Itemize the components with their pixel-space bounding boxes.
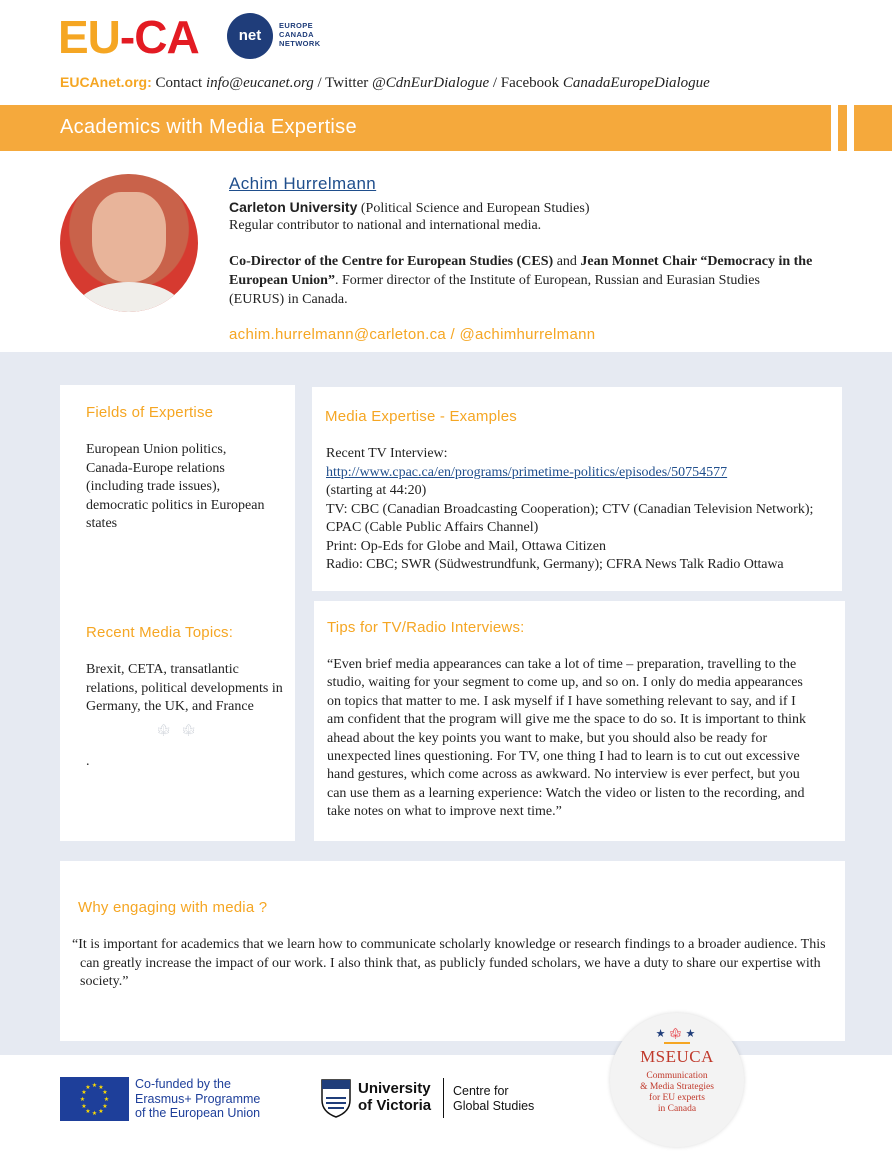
page-title: Academics with Media Expertise bbox=[60, 116, 357, 138]
eucanet-logo bbox=[58, 12, 199, 62]
recent-topics-trailing: . bbox=[86, 754, 90, 769]
media-examples-list bbox=[326, 445, 841, 575]
mseuca-badge bbox=[610, 1013, 744, 1147]
contact-line bbox=[60, 74, 710, 92]
fields-text: European Union politics, Canada-Europe relations (including trade issues), democratic politics in European states bbox=[86, 442, 265, 531]
recent-topics-text: Brexit, CETA, transatlantic relations, political developments in Germany, the UK, and France bbox=[86, 662, 283, 714]
svg-text:★: ★ bbox=[81, 1089, 87, 1096]
cgs-line: Global Studies bbox=[453, 1098, 535, 1113]
mseuca-title: MSEUCA bbox=[640, 1047, 714, 1066]
facebook-label: / Facebook bbox=[492, 75, 560, 91]
mseuca-stars-icon: ★🍁︎★ bbox=[655, 1028, 699, 1040]
logo-ca: CA bbox=[134, 11, 199, 63]
logo-dash: - bbox=[119, 11, 135, 63]
brand-link[interactable]: EUCAnet.org: bbox=[60, 74, 152, 90]
avatar-shirt bbox=[74, 282, 184, 312]
tv-interview-link[interactable]: http://www.cpac.ca/en/programs/primetime-politics/episodes/50754577 bbox=[326, 464, 728, 480]
mseuca-line: in Canada bbox=[657, 1104, 697, 1114]
mseuca-line: for EU experts bbox=[649, 1093, 705, 1103]
uvic-divider bbox=[443, 1078, 444, 1118]
avatar-face bbox=[92, 192, 166, 282]
profile-name-link[interactable]: Achim Hurrelmann bbox=[229, 174, 377, 193]
media-example-line: Print: Op-Eds for Globe and Mail, Ottawa Citizen bbox=[326, 538, 606, 554]
bio-rest: . Former director of the Institute of European, Russian and Eurasian Studies (EURUS) in Canada. bbox=[229, 273, 760, 307]
eu-line: of the European Union bbox=[135, 1106, 261, 1120]
university-name: Carleton University bbox=[229, 199, 358, 215]
mseuca-line: Communication bbox=[646, 1071, 708, 1081]
svg-text:★: ★ bbox=[79, 1096, 86, 1103]
eu-line: Erasmus+ Programme bbox=[135, 1091, 261, 1106]
svg-text:★: ★ bbox=[85, 1084, 91, 1091]
banner-stripe bbox=[847, 105, 854, 151]
contact-label: Contact bbox=[155, 75, 203, 91]
uvic-line: University bbox=[358, 1080, 431, 1097]
media-example-line: Recent TV Interview: bbox=[326, 446, 448, 461]
svg-text:★: ★ bbox=[81, 1103, 87, 1110]
contributor-note: Regular contributor to national and international media. bbox=[229, 218, 542, 233]
media-examples-heading: Media Expertise - Examples bbox=[325, 408, 517, 425]
uvic-line: of Victoria bbox=[358, 1097, 432, 1114]
network-line: EUROPE bbox=[279, 21, 314, 30]
maple-leaf-icon: 🍁︎ bbox=[156, 723, 172, 737]
svg-text:★: ★ bbox=[85, 1108, 91, 1115]
why-heading: Why engaging with media ? bbox=[78, 899, 268, 916]
banner-stripe bbox=[831, 105, 838, 151]
twitter-link[interactable]: @CdnEurDialogue bbox=[372, 75, 490, 91]
twitter-label: / Twitter bbox=[317, 75, 369, 91]
cgs-line: Centre for bbox=[453, 1084, 509, 1098]
network-line: NETWORK bbox=[279, 39, 321, 48]
svg-text:★: ★ bbox=[103, 1096, 110, 1103]
svg-text:★: ★ bbox=[102, 1103, 108, 1110]
media-example-line: Radio: CBC; SWR (Südwestrundfunk, Germany); CFRA News Talk Radio Ottawa bbox=[326, 557, 784, 572]
bio-role-ces: Co-Director of the Centre for European Studies (CES) bbox=[229, 254, 554, 269]
logo-net-circle: net bbox=[227, 13, 273, 59]
uvic-name bbox=[358, 1080, 431, 1114]
media-example-line: (starting at 44:20) bbox=[326, 483, 427, 498]
bio-role-jean-monnet: Jean Monnet Chair “Democracy in the European Union” bbox=[229, 254, 813, 288]
bio-and: and bbox=[556, 254, 577, 269]
media-example-line: TV: CBC (Canadian Broadcasting Cooperation); CTV (Canadian Television Network); CPAC (Cable Public Affairs Channel) bbox=[326, 501, 814, 535]
profile-contact-links[interactable]: achim.hurrelmann@carleton.ca / @achimhurrelmann bbox=[229, 326, 596, 343]
uvic-crest-icon bbox=[320, 1078, 352, 1118]
mseuca-subtitle bbox=[610, 1071, 744, 1115]
affiliation bbox=[229, 199, 819, 234]
mseuca-rule bbox=[664, 1042, 690, 1044]
svg-text:★: ★ bbox=[102, 1089, 108, 1096]
svg-text:★: ★ bbox=[91, 1082, 98, 1089]
recent-topics-heading: Recent Media Topics: bbox=[86, 624, 234, 641]
contact-email-link[interactable]: info@eucanet.org bbox=[205, 75, 314, 91]
svg-text:★: ★ bbox=[98, 1084, 104, 1091]
avatar bbox=[60, 174, 198, 312]
tips-text: “Even brief media appearances can take a lot of time – preparation, travelling to the studio, waiting for your segment to come up, and so on. I only do media appearances on topics that matter to me. I ask myself if I have something relevant to say, and if I am confident that the program will give me the space to do so. It is important to think ahead about the key points you want to make, but you should also be ready for unexpected lines questioning. For TV, one thing I had to learn is to cut out excessive hand gestures, which come across as awkward. No interview is ever perfect, but you can use them as a learning experience: Watch the video or listen to the recording, and take notes on what to improve next time.” bbox=[327, 657, 807, 820]
department: (Political Science and European Studies) bbox=[360, 201, 590, 216]
network-line: CANADA bbox=[279, 30, 314, 39]
cgs-name bbox=[453, 1084, 534, 1113]
fields-heading: Fields of Expertise bbox=[86, 404, 214, 421]
eu-flag-icon bbox=[60, 1077, 129, 1121]
maple-leaf-icon: 🍁︎ bbox=[181, 723, 197, 737]
eu-funding-text bbox=[135, 1077, 260, 1121]
logo-eu: EU bbox=[58, 11, 120, 63]
profile-bio bbox=[229, 252, 814, 309]
facebook-link[interactable]: CanadaEuropeDialogue bbox=[562, 75, 710, 91]
svg-text:★: ★ bbox=[91, 1110, 98, 1117]
why-text: “It is important for academics that we learn how to communicate scholarly knowledge or research findings to a broader audience. This can greatly increase the impact of our work. I also think that, as publicly funded scholars, we have a duty to share our expertise with society.” bbox=[72, 937, 826, 989]
svg-text:★: ★ bbox=[98, 1108, 104, 1115]
eu-line: Co-funded by the bbox=[135, 1077, 231, 1091]
logo-network-label bbox=[279, 21, 321, 48]
mseuca-line: & Media Strategies bbox=[640, 1082, 714, 1092]
tips-heading: Tips for TV/Radio Interviews: bbox=[327, 619, 525, 636]
